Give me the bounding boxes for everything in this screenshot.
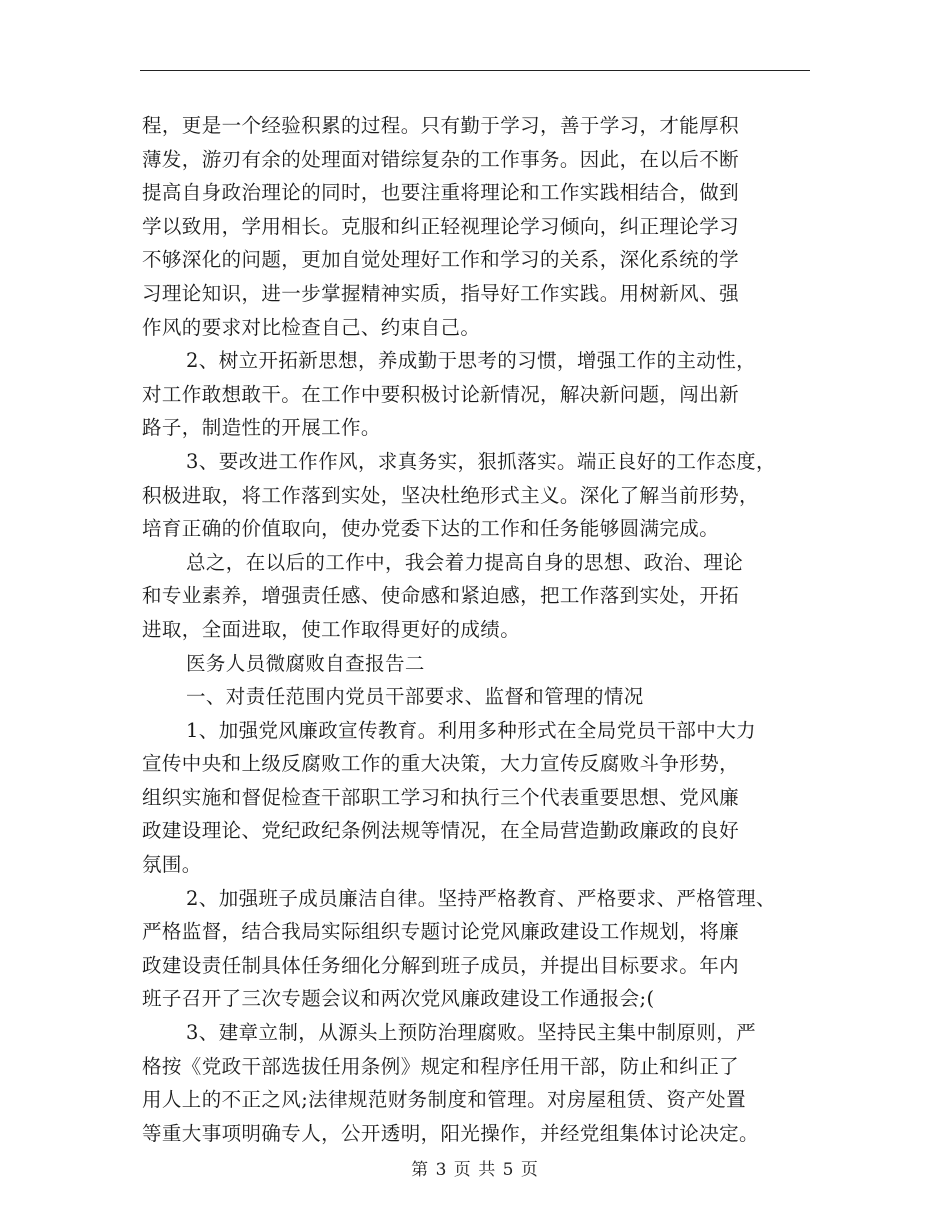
- paragraph-start-line: 3、要改进工作作风，求真务实，狠抓落实。端正良好的工作态度，: [186, 449, 776, 473]
- text-line: 宣传中央和上级反腐败工作的重大决策，大力宣传反腐败斗争形势，: [142, 752, 740, 776]
- text-line: 培育正确的价值取向，使办党委下达的工作和任务能够圆满完成。: [142, 517, 720, 541]
- text-line: 用人上的不正之风;法律规范财务制度和管理。对房屋租赁、资产处置: [142, 1088, 746, 1112]
- text-line: 不够深化的问题，更加自觉处理好工作和学习的关系，深化系统的学: [142, 248, 740, 272]
- section-title: 医务人员微腐败自查报告二: [186, 651, 425, 675]
- text-line: 积极进取，将工作落到实处，坚决杜绝形式主义。深化了解当前形势，: [142, 483, 759, 507]
- header-rule: [140, 70, 810, 71]
- paragraph-start-line: 3、建章立制，从源头上预防治理腐败。坚持民主集中制原则，严: [186, 1021, 757, 1045]
- document-body: [142, 109, 814, 1150]
- text-line: 作风的要求对比检查自己、约束自己。: [142, 315, 481, 339]
- text-line: 严格监督，结合我局实际组织专题讨论党风廉政建设工作规划，将廉: [142, 920, 740, 944]
- text-line: 氛围。: [142, 853, 202, 877]
- text-line: 提高自身政治理论的同时，也要注重将理论和工作实践相结合，做到: [142, 181, 740, 205]
- text-line: 政建设理论、党纪政纪条例法规等情况，在全局营造勤政廉政的良好: [142, 819, 740, 843]
- text-line: 班子召开了三次专题会议和两次党风廉政建设工作通报会;(: [142, 987, 655, 1011]
- section-heading: 一、对责任范围内党员干部要求、监督和管理的情况: [186, 685, 644, 709]
- text-line: 对工作敢想敢干。在工作中要积极讨论新情况，解决新问题，闯出新: [142, 382, 740, 406]
- text-line: 和专业素养，增强责任感、使命感和紧迫感，把工作落到实处，开拓: [142, 584, 740, 608]
- text-line: 格按《党政干部选拔任用条例》规定和程序任用干部，防止和纠正了: [142, 1054, 740, 1078]
- text-line: 路子，制造性的开展工作。: [142, 416, 381, 440]
- paragraph-start-line: 1、加强党风廉政宣传教育。利用多种形式在全局党员干部中大力: [186, 718, 757, 742]
- text-line: 习理论知识，进一步掌握精神实质，指导好工作实践。用树新风、强: [142, 281, 740, 305]
- paragraph-start-line: 总之，在以后的工作中，我会着力提高自身的思想、政治、理论: [186, 550, 744, 574]
- text-line: 学以致用，学用相长。克服和纠正轻视理论学习倾向，纠正理论学习: [142, 214, 740, 238]
- text-line: 薄发，游刃有余的处理面对错综复杂的工作事务。因此，在以后不断: [142, 147, 740, 171]
- paragraph-start-line: 2、树立开拓新思想，养成勤于思考的习惯，增强工作的主动性，: [186, 349, 757, 373]
- page-number-footer: 第 3 页 共 5 页: [411, 1160, 539, 1180]
- paragraph-start-line: 2、加强班子成员廉洁自律。坚持严格教育、严格要求、严格管理、: [186, 886, 776, 910]
- text-line: 政建设责任制具体任务细化分解到班子成员，并提出目标要求。年内: [142, 953, 740, 977]
- text-line: 等重大事项明确专人，公开透明，阳光操作，并经党组集体讨论决定。: [142, 1121, 759, 1145]
- text-line: 进取，全面进取，使工作取得更好的成绩。: [142, 617, 521, 641]
- text-line: 程，更是一个经验积累的过程。只有勤于学习，善于学习，才能厚积: [142, 114, 740, 137]
- text-line: 组织实施和督促检查干部职工学习和执行三个代表重要思想、党风廉: [142, 785, 740, 809]
